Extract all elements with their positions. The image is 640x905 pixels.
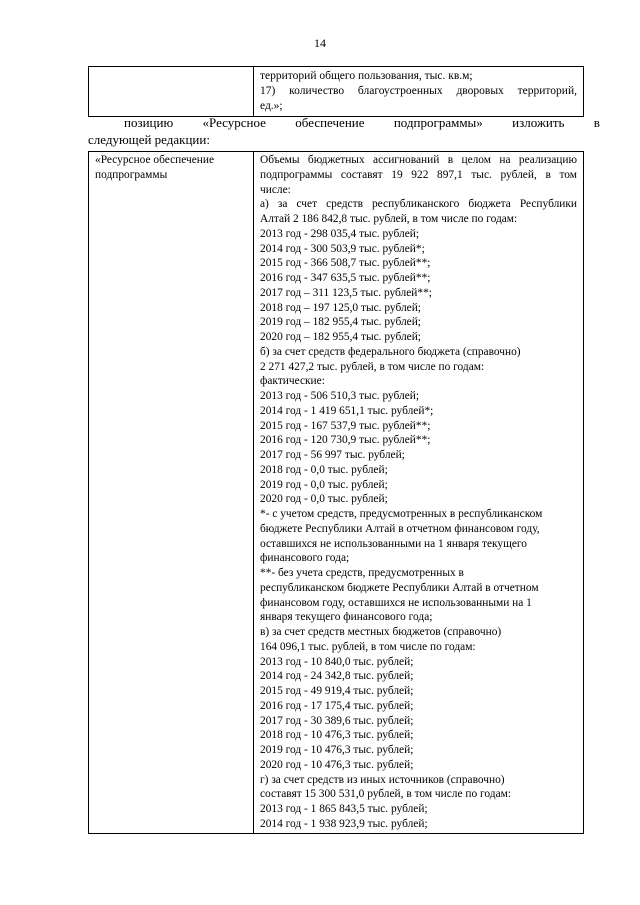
year-line: 2020 год – 182 955,4 тыс. рублей; xyxy=(260,331,421,343)
text-line: фактические: xyxy=(260,375,325,388)
resource-label-line: подпрограммы xyxy=(95,168,168,181)
year-line: 2013 год - 506 510,3 тыс. рублей; xyxy=(260,390,420,402)
year-line: 2014 год - 300 503,9 тыс. рублей*; xyxy=(260,242,425,255)
continued-left-cell xyxy=(89,67,254,117)
intro-word: в xyxy=(593,115,600,130)
year-line: 2017 год - 30 389,6 тыс. рублей; xyxy=(260,714,414,727)
text-line: 17) количество благоустроенных дворовых территорий, xyxy=(260,85,577,97)
year-line: 2019 год – 182 955,4 тыс. рублей; xyxy=(260,316,421,329)
footnote-line: *- с учетом средств, предусмотренных в республиканском xyxy=(260,508,543,520)
year-line: 2018 год - 0,0 тыс. рублей; xyxy=(260,463,388,476)
text-line: в) за счет средств местных бюджетов (справочно) xyxy=(260,626,502,638)
text-line: 164 096,1 тыс. рублей, в том числе по годам: xyxy=(260,640,476,653)
continued-right-cell xyxy=(254,67,584,117)
year-line: 2018 год – 197 125,0 тыс. рублей; xyxy=(260,301,421,314)
resource-content-cell xyxy=(254,152,584,834)
page-number: 14 xyxy=(314,36,326,50)
footnote-line: **- без учета средств, предусмотренных в xyxy=(260,567,464,579)
intro-paragraph xyxy=(88,114,600,148)
text-line: ед.»; xyxy=(260,100,283,112)
text-line: б) за счет средств федерального бюджета (справочно) xyxy=(260,345,521,358)
year-line: 2017 год - 56 997 тыс. рублей; xyxy=(260,449,405,461)
footnote-line: финансовом году, оставшихся не использованными на 1 xyxy=(260,596,532,609)
year-line: 2016 год - 120 730,9 тыс. рублей**; xyxy=(260,434,431,447)
footnote-line: финансового года; xyxy=(260,552,350,565)
footnote-line: оставшихся не использованными на 1 января текущего xyxy=(260,537,527,550)
text-line: г) за счет средств из иных источников (справочно) xyxy=(260,773,505,786)
year-line: 2014 год - 1 938 923,9 тыс. рублей; xyxy=(260,817,428,830)
footnote-line: республиканском бюджете Республики Алтай в отчетном xyxy=(260,581,539,594)
intro-line-2: следующей редакции: xyxy=(88,132,210,147)
intro-word: обеспечение xyxy=(295,115,365,130)
text-line: числе: xyxy=(260,183,291,196)
year-line: 2013 год - 10 840,0 тыс. рублей; xyxy=(260,655,414,668)
text-line: а) за счет средств республиканского бюджета Республики xyxy=(260,198,577,211)
footnote-line: января текущего финансового года; xyxy=(260,611,433,624)
year-line: 2016 год - 347 635,5 тыс. рублей**; xyxy=(260,272,431,284)
resource-label-line: «Ресурсное обеспечение xyxy=(95,154,215,166)
text-line: составят 15 300 531,0 рублей, в том числе по годам: xyxy=(260,788,512,801)
year-line: 2019 год - 10 476,3 тыс. рублей; xyxy=(260,744,414,756)
year-line: 2014 год - 1 419 651,1 тыс. рублей*; xyxy=(260,404,434,417)
year-line: 2020 год - 0,0 тыс. рублей; xyxy=(260,493,388,506)
text-line: Алтай 2 186 842,8 тыс. рублей, в том числе по годам: xyxy=(260,213,518,225)
text-line: Объемы бюджетных ассигнований в целом на реализацию xyxy=(260,154,577,166)
resource-table xyxy=(88,151,584,834)
year-line: 2015 год - 366 508,7 тыс. рублей**; xyxy=(260,257,431,270)
intro-word: подпрограммы» xyxy=(393,115,483,130)
text-line: территорий общего пользования, тыс. кв.м; xyxy=(260,70,473,82)
footnote-line: бюджете Республики Алтай в отчетном финансовом году, xyxy=(260,522,540,535)
year-line: 2015 год - 167 537,9 тыс. рублей**; xyxy=(260,419,431,432)
year-line: 2017 год – 311 123,5 тыс. рублей**; xyxy=(260,286,432,299)
intro-word: «Ресурсное xyxy=(202,115,266,130)
intro-line-1 xyxy=(88,114,600,131)
year-line: 2015 год - 49 919,4 тыс. рублей; xyxy=(260,685,414,697)
year-line: 2020 год - 10 476,3 тыс. рублей; xyxy=(260,758,414,771)
year-line: 2019 год - 0,0 тыс. рублей; xyxy=(260,478,388,491)
year-line: 2016 год - 17 175,4 тыс. рублей; xyxy=(260,699,414,712)
text-line: 2 271 427,2 тыс. рублей, в том числе по годам: xyxy=(260,360,485,373)
intro-word: позицию xyxy=(124,115,174,130)
table-row xyxy=(89,67,584,117)
year-line: 2018 год - 10 476,3 тыс. рублей; xyxy=(260,729,414,742)
table-row xyxy=(89,152,584,834)
intro-word: изложить xyxy=(512,115,565,130)
resource-label-cell xyxy=(89,152,254,834)
year-line: 2013 год - 1 865 843,5 тыс. рублей; xyxy=(260,803,428,815)
text-line: подпрограммы составят 19 922 897,1 тыс. рублей, в том xyxy=(260,168,577,181)
year-line: 2013 год - 298 035,4 тыс. рублей; xyxy=(260,227,420,240)
year-line: 2014 год - 24 342,8 тыс. рублей; xyxy=(260,670,414,683)
continued-table xyxy=(88,66,584,117)
